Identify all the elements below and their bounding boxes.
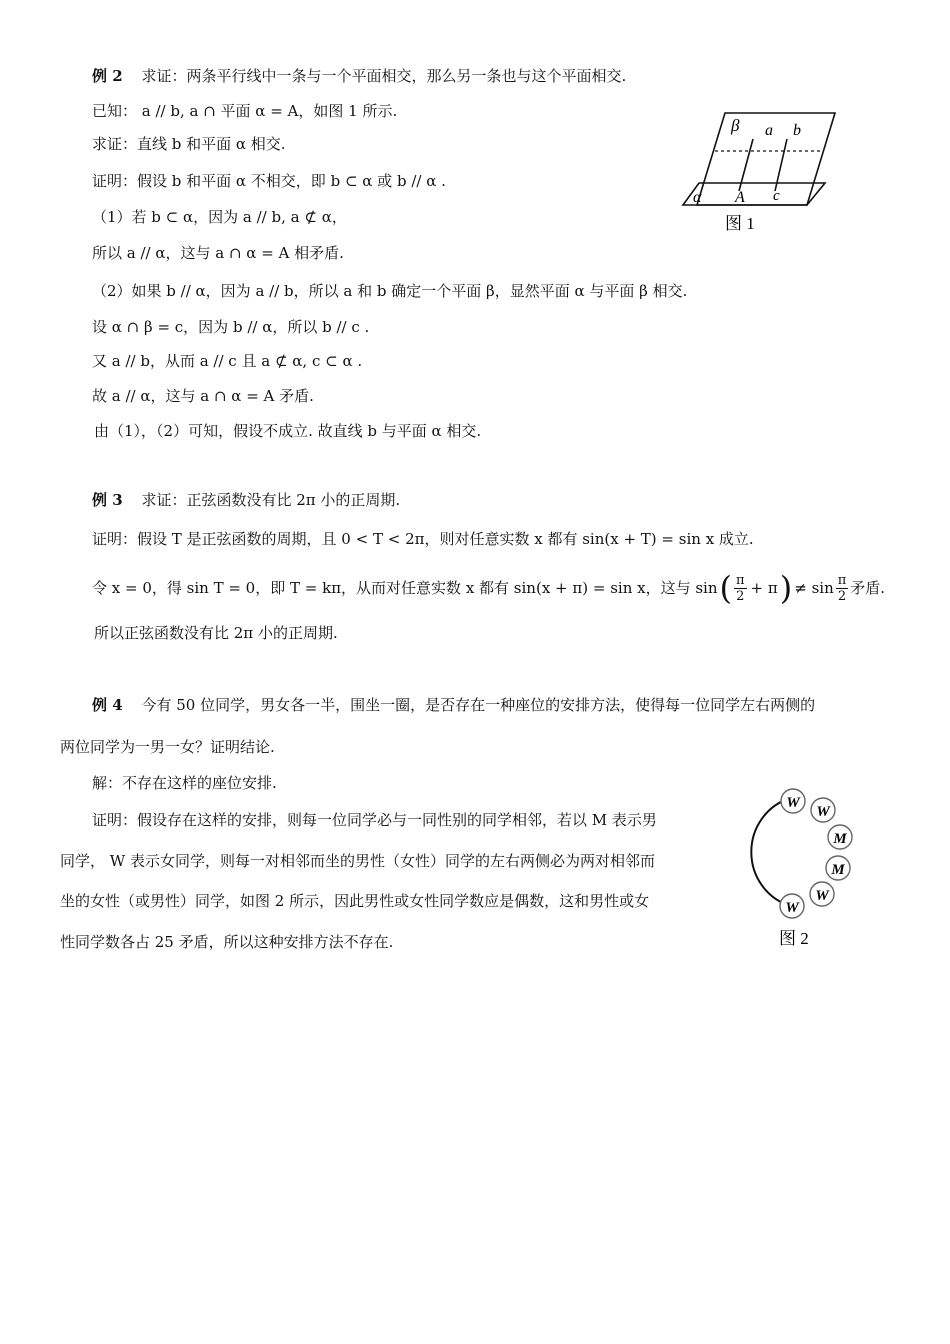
seat-3 — [826, 856, 850, 880]
label-A: A — [735, 189, 745, 206]
figure-2 — [735, 788, 865, 953]
ex3-let — [92, 568, 885, 608]
ex3-label: 例 3 — [92, 491, 123, 509]
frac-den: 2 — [736, 588, 745, 604]
seat-2 — [828, 825, 852, 849]
label-beta: β — [731, 116, 740, 135]
label-b: b — [793, 122, 801, 139]
paren-right: ) — [779, 569, 793, 607]
ex4-title-cont: 两位同学为一男一女？证明结论. — [60, 738, 275, 756]
figure-1 — [675, 105, 845, 235]
ex3-conclusion: 所以正弦函数没有比 2π 小的正周期. — [94, 624, 338, 642]
seat-1 — [811, 798, 835, 822]
fraction-pi-over-2-b — [836, 573, 849, 604]
ex3-title — [92, 490, 400, 510]
seat-5-label: W — [785, 900, 799, 916]
ex2-case2-c: 又 a // b，从而 a // c 且 a ⊄ α, c ⊂ α . — [92, 352, 363, 370]
ex3-title-text: 求证：正弦函数没有比 2π 小的正周期. — [141, 491, 401, 509]
ex2-conclusion: 由（1），（2）可知，假设不成立. 故直线 b 与平面 α 相交. — [94, 422, 482, 440]
ex4-proof-1: 证明：假设存在这样的安排，则每一位同学必与一同性别的同学相邻，若以 M 表示男 — [92, 811, 657, 829]
fraction-pi-over-2 — [734, 573, 747, 604]
label-alpha: α — [693, 189, 702, 206]
seat-2-label: M — [833, 831, 847, 847]
frac-num-b: π — [837, 572, 847, 588]
ex3-proof: 证明：假设 T 是正弦函数的周期，且 0 < T < 2π，则对任意实数 x 都有 sin(x + T) = sin x 成立. — [92, 530, 754, 548]
paren-left: ( — [719, 569, 732, 607]
ex4-proof-4: 性同学数各占 25 矛盾，所以这种安排方法不存在. — [60, 933, 394, 951]
plane-alpha — [683, 183, 825, 205]
ex2-case2-d: 故 a // α，这与 a ∩ α = A 矛盾. — [92, 387, 314, 405]
ex3-let-text: 令 x = 0，得 sin T = 0，即 T = kπ，从而对任意实数 x 都有 sin(x + π) = sin x，这与 sin — [92, 579, 718, 597]
ex2-prove: 求证：直线 b 和平面 α 相交. — [92, 135, 286, 153]
ex2-case2-b: 设 α ∩ β = c，因为 b // α，所以 b // c . — [92, 318, 370, 336]
circle-arc — [751, 798, 791, 906]
ex2-label: 例 2 — [92, 67, 123, 85]
frac-num: π — [736, 572, 745, 588]
ex4-label: 例 4 — [92, 696, 123, 714]
label-a: a — [765, 122, 773, 139]
frac-den-b: 2 — [837, 588, 847, 604]
ex4-title — [92, 695, 815, 715]
seat-4-label: W — [815, 888, 829, 904]
seat-5 — [780, 894, 804, 918]
ex4-solution: 解：不存在这样的座位安排. — [92, 774, 277, 792]
ex4-title-text: 今有 50 位同学，男女各一半，围坐一圈，是否存在一种座位的安排方法，使得每一位同学左右两侧的 — [141, 696, 816, 714]
seat-0 — [781, 789, 805, 813]
ex4-proof-3: 坐的女性（或男性）同学，如图 2 所示，因此男性或女性同学数应是偶数，这和男性或女 — [60, 892, 650, 910]
figure-1-caption: 图 1 — [725, 214, 755, 233]
seat-0-label: W — [786, 795, 800, 811]
ex2-title — [92, 66, 626, 86]
ex4-proof-2: 同学， W 表示女同学，则每一对相邻而坐的男性（女性）同学的左右两侧必为两对相邻而 — [60, 852, 655, 870]
plus-pi: + π — [750, 579, 778, 597]
ex2-case1-b: 所以 a // α，这与 a ∩ α = A 相矛盾. — [92, 244, 344, 262]
neq-sin: ≠ sin — [794, 579, 834, 597]
ex2-title-text: 求证：两条平行线中一条与一个平面相交，那么另一条也与这个平面相交. — [141, 67, 627, 85]
figure-2-caption: 图 2 — [779, 929, 809, 948]
ex2-proof-intro: 证明：假设 b 和平面 α 不相交，即 b ⊂ α 或 b // α . — [92, 172, 446, 190]
seat-3-label: M — [831, 862, 845, 878]
seat-4 — [810, 882, 834, 906]
ex2-case2-a: （2）如果 b // α，因为 a // b，所以 a 和 b 确定一个平面 β，显然平面 α 与平面 β 相交. — [92, 282, 688, 300]
seat-1-label: W — [816, 804, 830, 820]
label-c: c — [773, 188, 780, 204]
ex2-case1-a: （1）若 b ⊂ α，因为 a // b, a ⊄ α， — [92, 208, 347, 226]
ex3-contradiction: 矛盾. — [850, 579, 886, 597]
ex2-given: 已知： a // b, a ∩ 平面 α = A，如图 1 所示. — [92, 102, 398, 120]
